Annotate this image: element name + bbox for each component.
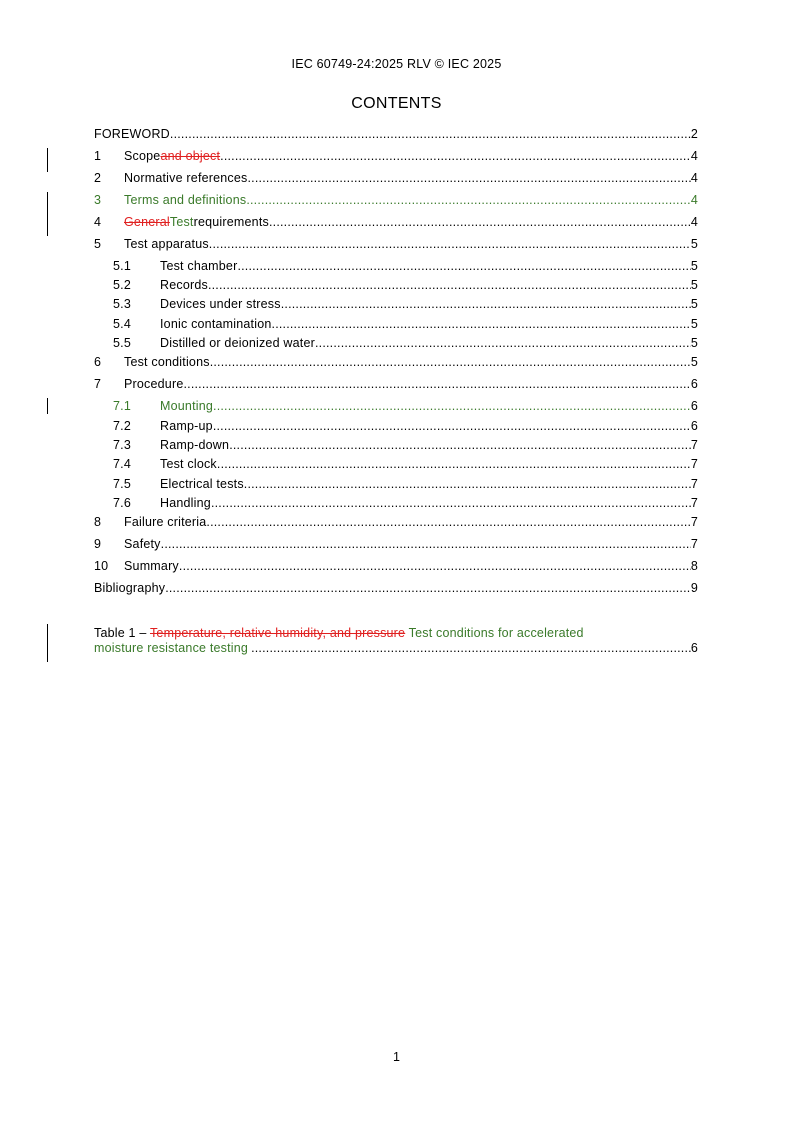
toc-label: requirements [193,215,269,229]
toc-label: Test conditions [124,355,210,369]
leader-dots [269,215,691,229]
toc-label: Ramp-up [160,419,213,433]
toc-entry-failure-criteria[interactable] [94,515,698,531]
toc-entry-bibliography[interactable] [94,581,698,597]
toc-number: 7.5 [113,477,131,491]
toc-number: 7.1 [113,399,131,413]
toc-number: 5.3 [113,297,131,311]
toc-entry-electrical-tests[interactable] [94,477,698,493]
toc-page: 5 [690,355,698,369]
toc-number: 5.4 [113,317,131,331]
leader-dots [213,399,691,413]
leader-dots [161,537,691,551]
leader-dots [229,438,691,452]
toc-label: Failure criteria [124,515,207,529]
toc-page: 4 [690,215,698,229]
toc-number: 7.6 [113,496,131,510]
toc-page: 7 [690,477,698,491]
toc-label: Records [160,278,208,292]
toc-entry-test-conditions[interactable] [94,355,698,371]
toc-entry-test-apparatus[interactable] [94,237,698,253]
toc-entry-ionic-contamination[interactable] [94,317,698,333]
toc-entry-foreword[interactable] [94,127,698,143]
leader-dots [244,477,691,491]
page-number: 1 [393,1050,400,1064]
contents-title: CONTENTS [351,95,442,112]
toc-label: Test chamber [160,259,238,273]
toc-number: 7.3 [113,438,131,452]
deleted-text: General [124,215,170,229]
leader-dots [248,171,691,185]
toc-label: Normative references [124,171,248,185]
inserted-text: Test conditions for accelerated [405,626,584,640]
toc-page: 5 [690,278,698,292]
toc-number: 9 [94,537,102,551]
toc-page: 7 [690,457,698,471]
leader-dots [209,237,691,251]
toc-page: 4 [690,193,698,207]
toc-label: Summary [124,559,179,573]
toc-label: Terms and definitions [124,193,247,207]
leader-dots [211,496,691,510]
toc-page: 8 [690,559,698,573]
toc-number: 7 [94,377,102,391]
toc-entry-normative-references[interactable] [94,171,698,187]
leader-dots [248,641,691,656]
toc-number: 2 [94,171,102,185]
toc-entry-test-chamber[interactable] [94,259,698,275]
toc-label: Ramp-down [160,438,230,452]
toc-entry-procedure[interactable] [94,377,698,393]
toc-entry-terms-definitions[interactable] [94,193,698,209]
leader-dots [315,336,691,350]
toc-page: 7 [690,537,698,551]
leader-dots [165,581,691,595]
toc-label: FOREWORD [94,127,170,141]
toc-page: 6 [690,399,698,413]
toc-number: 5 [94,237,102,251]
leader-dots [220,149,691,163]
leader-dots [210,355,691,369]
toc-entry-ramp-up[interactable] [94,419,698,435]
toc-entry-mounting[interactable] [94,399,698,415]
toc-label: Bibliography [94,581,166,595]
deleted-text: Temperature, relative humidity, and pressure [149,626,406,640]
toc-label: Test clock [160,457,217,471]
toc-label: Handling [160,496,211,510]
toc-label: Distilled or deionized water [160,336,315,350]
toc-entry-scope[interactable] [94,149,698,165]
toc-entry-devices-under-stress[interactable] [94,297,698,313]
toc-page: 5 [690,317,698,331]
toc-page: 9 [690,581,698,595]
toc-number: 5.1 [113,259,131,273]
toc-page: 7 [690,438,698,452]
toc-number: 7.2 [113,419,131,433]
toc-label: Electrical tests [160,477,244,491]
toc-number: 5.5 [113,336,131,350]
toc-entry-distilled-water[interactable] [94,336,698,352]
toc-entry-table-1[interactable] [94,626,698,656]
toc-label: Mounting [160,399,214,413]
toc-number: 8 [94,515,102,529]
leader-dots [206,515,690,529]
leader-dots [281,297,691,311]
toc-number: 10 [94,559,109,573]
deleted-text: and object [160,149,221,163]
toc-entry-ramp-down[interactable] [94,438,698,454]
inserted-text: Test [169,215,194,229]
toc-page: 5 [690,237,698,251]
table-1-line-1 [94,626,698,641]
toc-page: 5 [690,297,698,311]
toc-page: 4 [690,149,698,163]
toc-entry-test-requirements[interactable] [94,215,698,231]
toc-label: Safety [124,537,161,551]
toc-page: 4 [690,171,698,185]
toc-entry-summary[interactable] [94,559,698,575]
toc-entry-handling[interactable] [94,496,698,512]
page-header: IEC 60749-24:2025 RLV © IEC 2025 [291,57,502,71]
leader-dots [179,559,691,573]
leader-dots [208,278,691,292]
toc-number: 5.2 [113,278,131,292]
toc-label: Procedure [124,377,184,391]
toc-page: 6 [690,377,698,391]
toc-number: 1 [94,149,102,163]
table-1-line-2 [94,641,698,656]
toc-page: 7 [690,496,698,510]
toc-number: 3 [94,193,102,207]
toc-number: 6 [94,355,102,369]
leader-dots [170,127,691,141]
toc-page: 5 [690,336,698,350]
toc-page: 5 [690,259,698,273]
toc-page: 6 [690,419,698,433]
toc-page: 7 [690,515,698,529]
inserted-text: moisture resistance testing [94,641,249,655]
toc-entry-records[interactable] [94,278,698,294]
toc-label: Scope [124,149,161,163]
toc-number: 7.4 [113,457,131,471]
leader-dots [217,457,691,471]
toc-entry-safety[interactable] [94,537,698,553]
leader-dots [183,377,690,391]
leader-dots [246,193,691,207]
toc-label: Ionic contamination [160,317,272,331]
toc-label: Devices under stress [160,297,281,311]
leader-dots [213,419,691,433]
toc-number: 4 [94,215,102,229]
toc-entry-test-clock[interactable] [94,457,698,473]
leader-dots [237,259,690,273]
table-1-prefix: Table 1 – [94,626,150,640]
toc-page: 2 [690,127,698,141]
leader-dots [272,317,691,331]
toc-page: 6 [690,641,698,655]
toc-label: Test apparatus [124,237,209,251]
